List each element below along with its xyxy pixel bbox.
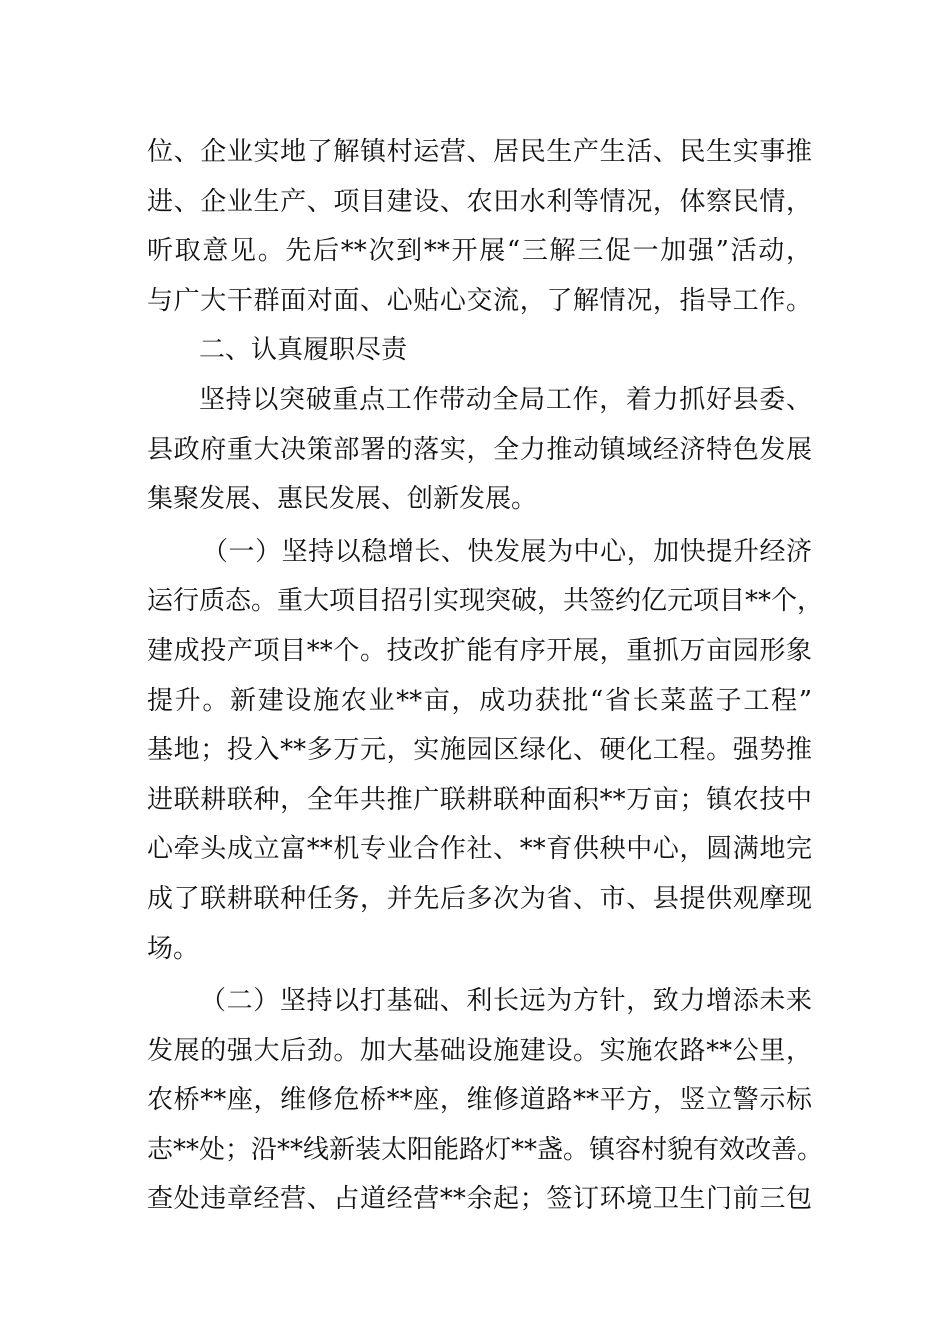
body-line: 坚持以突破重点工作带动全局工作，着力抓好县委、 — [199, 384, 812, 415]
subsection-line: （一）坚持以稳增长、快发展为中心，加快提升经济 — [202, 536, 812, 567]
body-line: 场。 — [147, 933, 200, 964]
body-line: 查处违章经营、占道经营**余起；签订环境卫生门前三包 — [147, 1184, 812, 1215]
body-line: 集聚发展、惠民发展、创新发展。 — [147, 484, 538, 515]
body-line: 县政府重大决策部署的落实，全力推动镇域经济特色发展 — [147, 434, 812, 465]
section-heading: 二、认真履职尽责 — [199, 335, 408, 366]
body-line: 基地；投入**多万元，实施园区绿化、硬化工程。强势推 — [147, 735, 812, 766]
body-line: 与广大干群面对面、心贴心交流，了解情况，指导工作。 — [147, 285, 812, 316]
body-line: 提升。新建设施农业**亩，成功获批“省长菜蓝子工程” — [147, 685, 812, 716]
body-line: 志**处；沿**线新装太阳能路灯**盏。镇容村貌有效改善。 — [147, 1134, 824, 1165]
body-line: 建成投产项目**个。技改扩能有序开展，重抓万亩园形象 — [147, 635, 812, 666]
body-line: 成了联耕联种任务，并先后多次为省、市、县提供观摩现 — [147, 883, 812, 914]
body-line: 听取意见。先后**次到**开展“三解三促一加强”活动， — [147, 236, 812, 267]
body-line: 农桥**座，维修危桥**座，维修道路**平方，竖立警示标 — [147, 1085, 812, 1116]
body-line: 心牵头成立富**机专业合作社、**育供秧中心，圆满地完 — [147, 834, 812, 865]
body-line: 发展的强大后劲。加大基础设施建设。实施农路**公里， — [147, 1035, 812, 1066]
document-body — [147, 128, 824, 1225]
body-line: 进联耕联种，全年共推广联耕联种面积**万亩；镇农技中 — [147, 784, 812, 815]
subsection-line: （二）坚持以打基础、利长远为方针，致力增添未来 — [200, 986, 812, 1017]
body-line: 运行质态。重大项目招引实现突破，共签约亿元项目**个， — [147, 586, 824, 617]
body-line: 位、企业实地了解镇村运营、居民生产生活、民生实事推 — [147, 137, 812, 167]
body-line: 进、企业生产、项目建设、农田水利等情况，体察民情， — [147, 186, 812, 217]
